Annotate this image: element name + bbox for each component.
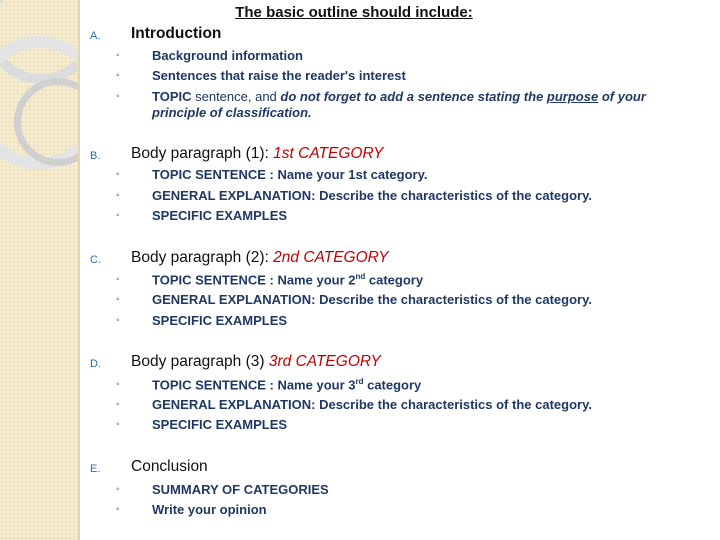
list-item: SPECIFIC EXAMPLES xyxy=(152,208,288,223)
item-text: of your principle of classification. xyxy=(152,89,646,120)
section-marker: C. xyxy=(90,254,101,266)
section-title-text: Conclusion xyxy=(131,458,208,475)
section-title-text: Body paragraph (3) xyxy=(131,353,269,370)
bullet-icon: ◦ xyxy=(116,379,120,390)
item-text: purpose xyxy=(546,89,599,104)
bullet-icon: ◦ xyxy=(116,210,120,221)
list-item: TOPIC SENTENCE : Name your 1st category. xyxy=(152,167,428,182)
list-item xyxy=(152,89,702,121)
section-title xyxy=(131,353,381,371)
item-text: TOPIC SENTENCE : Name your 3 xyxy=(152,377,356,393)
bullet-icon: ◦ xyxy=(116,399,120,410)
item-text: TOPIC SENTENCE : Name your 2 xyxy=(152,272,356,288)
section-marker: B. xyxy=(90,150,101,162)
bullet-icon: ◦ xyxy=(116,50,120,61)
list-item: Sentences that raise the reader's interest xyxy=(152,68,406,83)
section-title xyxy=(131,249,389,267)
bullet-icon: ◦ xyxy=(116,70,120,81)
section-marker: A. xyxy=(90,30,101,42)
item-text: category xyxy=(363,377,422,393)
bullet-icon: ◦ xyxy=(116,315,120,326)
ordinal-suffix: nd xyxy=(355,272,366,281)
section-title xyxy=(131,458,208,476)
slide-heading: The basic outline should include: xyxy=(235,4,473,21)
section-title-text: Introduction xyxy=(131,25,222,42)
list-item: SUMMARY OF CATEGORIES xyxy=(152,482,329,497)
slide-content xyxy=(84,0,714,540)
bullet-icon: ◦ xyxy=(116,169,120,180)
section-marker: E. xyxy=(90,463,101,475)
bullet-icon: ◦ xyxy=(116,91,120,102)
decorative-sidebar xyxy=(0,0,78,540)
section-marker: D. xyxy=(90,358,101,370)
section-title xyxy=(131,145,383,163)
section-title-text: Body paragraph (1): xyxy=(131,145,274,162)
item-text: sentence, and xyxy=(195,89,281,104)
section-title-text: Body paragraph (2): xyxy=(131,249,274,266)
sidebar-divider xyxy=(78,0,80,540)
list-item: Write your opinion xyxy=(152,502,267,517)
category-label: 2nd CATEGORY xyxy=(273,249,389,266)
item-text: category xyxy=(365,272,424,288)
section-title xyxy=(131,25,221,43)
category-label: 1st CATEGORY xyxy=(273,145,384,162)
list-item: SPECIFIC EXAMPLES xyxy=(152,417,288,432)
list-item: GENERAL EXPLANATION: Describe the characteristics of the category. xyxy=(152,188,592,203)
bullet-icon: ◦ xyxy=(116,294,120,305)
category-label: 3rd CATEGORY xyxy=(268,353,381,370)
bullet-icon: ◦ xyxy=(116,419,120,430)
list-item: Background information xyxy=(152,48,303,63)
item-text: TOPIC xyxy=(152,89,196,104)
item-text: do not forget to add a sentence stating the xyxy=(280,89,547,104)
bullet-icon: ◦ xyxy=(116,504,120,515)
list-item: GENERAL EXPLANATION: Describe the characteristics of the category. xyxy=(152,397,592,412)
list-item xyxy=(152,272,423,287)
list-item: GENERAL EXPLANATION: Describe the characteristics of the category. xyxy=(152,292,592,307)
bullet-icon: ◦ xyxy=(116,274,120,285)
bullet-icon: ◦ xyxy=(116,484,120,495)
ordinal-suffix: rd xyxy=(355,377,364,386)
bullet-icon: ◦ xyxy=(116,190,120,201)
list-item xyxy=(152,377,421,392)
list-item: SPECIFIC EXAMPLES xyxy=(152,313,288,328)
